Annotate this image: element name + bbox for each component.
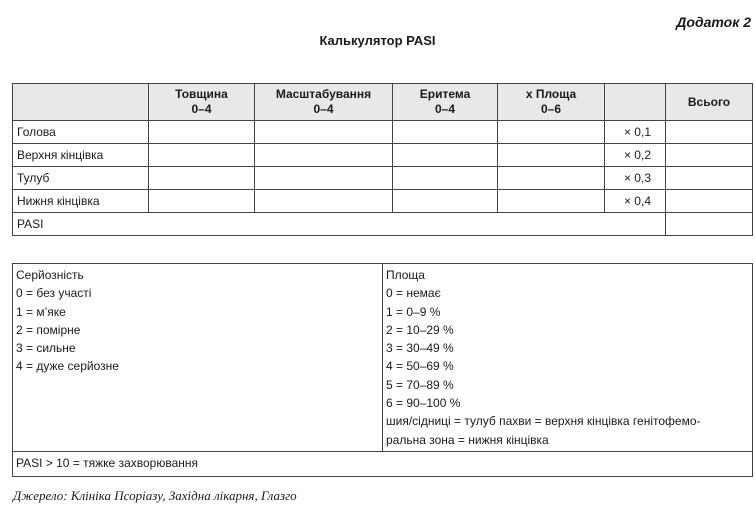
area-legend [383, 264, 753, 452]
header-range: 0–4 [313, 102, 334, 116]
erythema-cell [393, 121, 498, 144]
area-note: шия/сідниці = тулуб пахви = верхня кінцівка генітофемо- [386, 414, 701, 429]
multiplier-cell: × 0,3 [605, 167, 666, 190]
header-name: Еритема [419, 87, 471, 101]
total-cell [666, 144, 753, 167]
header-erythema [393, 84, 498, 121]
total-cell [666, 121, 753, 144]
header-area [498, 84, 605, 121]
table-row-lower-limb [13, 190, 753, 213]
header-total [666, 84, 753, 121]
pasi-calculator-table [12, 83, 753, 236]
header-thickness [149, 84, 255, 121]
thickness-cell [149, 167, 255, 190]
erythema-cell [393, 144, 498, 167]
area-note: ральна зона = нижня кінцівка [386, 432, 549, 447]
severity-item: 0 = без участі [16, 286, 92, 301]
thickness-cell [149, 121, 255, 144]
header-scaling [255, 84, 393, 121]
table-row-pasi-total [13, 213, 753, 236]
header-label-column [13, 84, 149, 121]
header-multiplier [605, 84, 666, 121]
header-name: Товщина [175, 87, 228, 101]
area-cell [498, 121, 605, 144]
thickness-cell [149, 190, 255, 213]
page-title: Калькулятор PASI [319, 33, 436, 48]
header-name: Масштабування [275, 87, 372, 101]
area-item: 5 = 70–89 % [386, 377, 454, 392]
header-name: Всього [687, 94, 731, 109]
area-item: 3 = 30–49 % [386, 341, 454, 356]
pasi-total-label: PASI [13, 213, 666, 236]
row-label: Верхня кінцівка [13, 144, 149, 167]
total-cell [666, 190, 753, 213]
header-range: 0–6 [540, 102, 562, 116]
multiplier-cell: × 0,4 [605, 190, 666, 213]
header-name: х Площа [525, 87, 577, 101]
multiplier-cell: × 0,1 [605, 121, 666, 144]
area-cell [498, 190, 605, 213]
source-citation: Джерело: Клініка Псоріазу, Західна лікарня, Глазго [13, 488, 297, 503]
area-item: 2 = 10–29 % [386, 322, 454, 337]
header-range: 0–4 [191, 102, 212, 116]
thickness-cell [149, 144, 255, 167]
severity-item: 1 = м’яке [16, 304, 66, 319]
scaling-cell [255, 167, 393, 190]
area-cell [498, 144, 605, 167]
multiplier-cell: × 0,2 [605, 144, 666, 167]
erythema-cell [393, 190, 498, 213]
area-item: 6 = 90–100 % [386, 396, 461, 411]
severity-item: 4 = дуже серйозне [16, 359, 119, 374]
table-row-upper-limb [13, 144, 753, 167]
appendix-label: Додаток 2 [676, 14, 751, 30]
area-item: 4 = 50–69 % [386, 359, 454, 374]
row-label: Нижня кінцівка [13, 190, 149, 213]
scaling-cell [255, 190, 393, 213]
table-header-row [13, 84, 753, 121]
area-item: 1 = 0–9 % [386, 304, 441, 319]
total-cell [666, 167, 753, 190]
scaling-cell [255, 144, 393, 167]
severity-item: 3 = сильне [16, 341, 76, 356]
severity-legend [13, 264, 383, 452]
erythema-cell [393, 167, 498, 190]
legend-row [13, 264, 753, 452]
area-cell [498, 167, 605, 190]
scoring-legend [12, 263, 753, 477]
severity-title: Серйозність [16, 268, 84, 282]
table-row-head [13, 121, 753, 144]
area-item: 0 = немає [386, 286, 441, 301]
header-range: 0–4 [434, 102, 456, 116]
severity-threshold-note: PASI > 10 = тяжке захворювання [13, 451, 753, 476]
legend-footer-row [13, 451, 753, 476]
row-label: Голова [13, 121, 149, 144]
scaling-cell [255, 121, 393, 144]
area-title: Площа [386, 268, 425, 282]
table-row-trunk [13, 167, 753, 190]
severity-item: 2 = помірне [16, 322, 81, 337]
row-label: Тулуб [13, 167, 149, 190]
pasi-total-cell [666, 213, 753, 236]
